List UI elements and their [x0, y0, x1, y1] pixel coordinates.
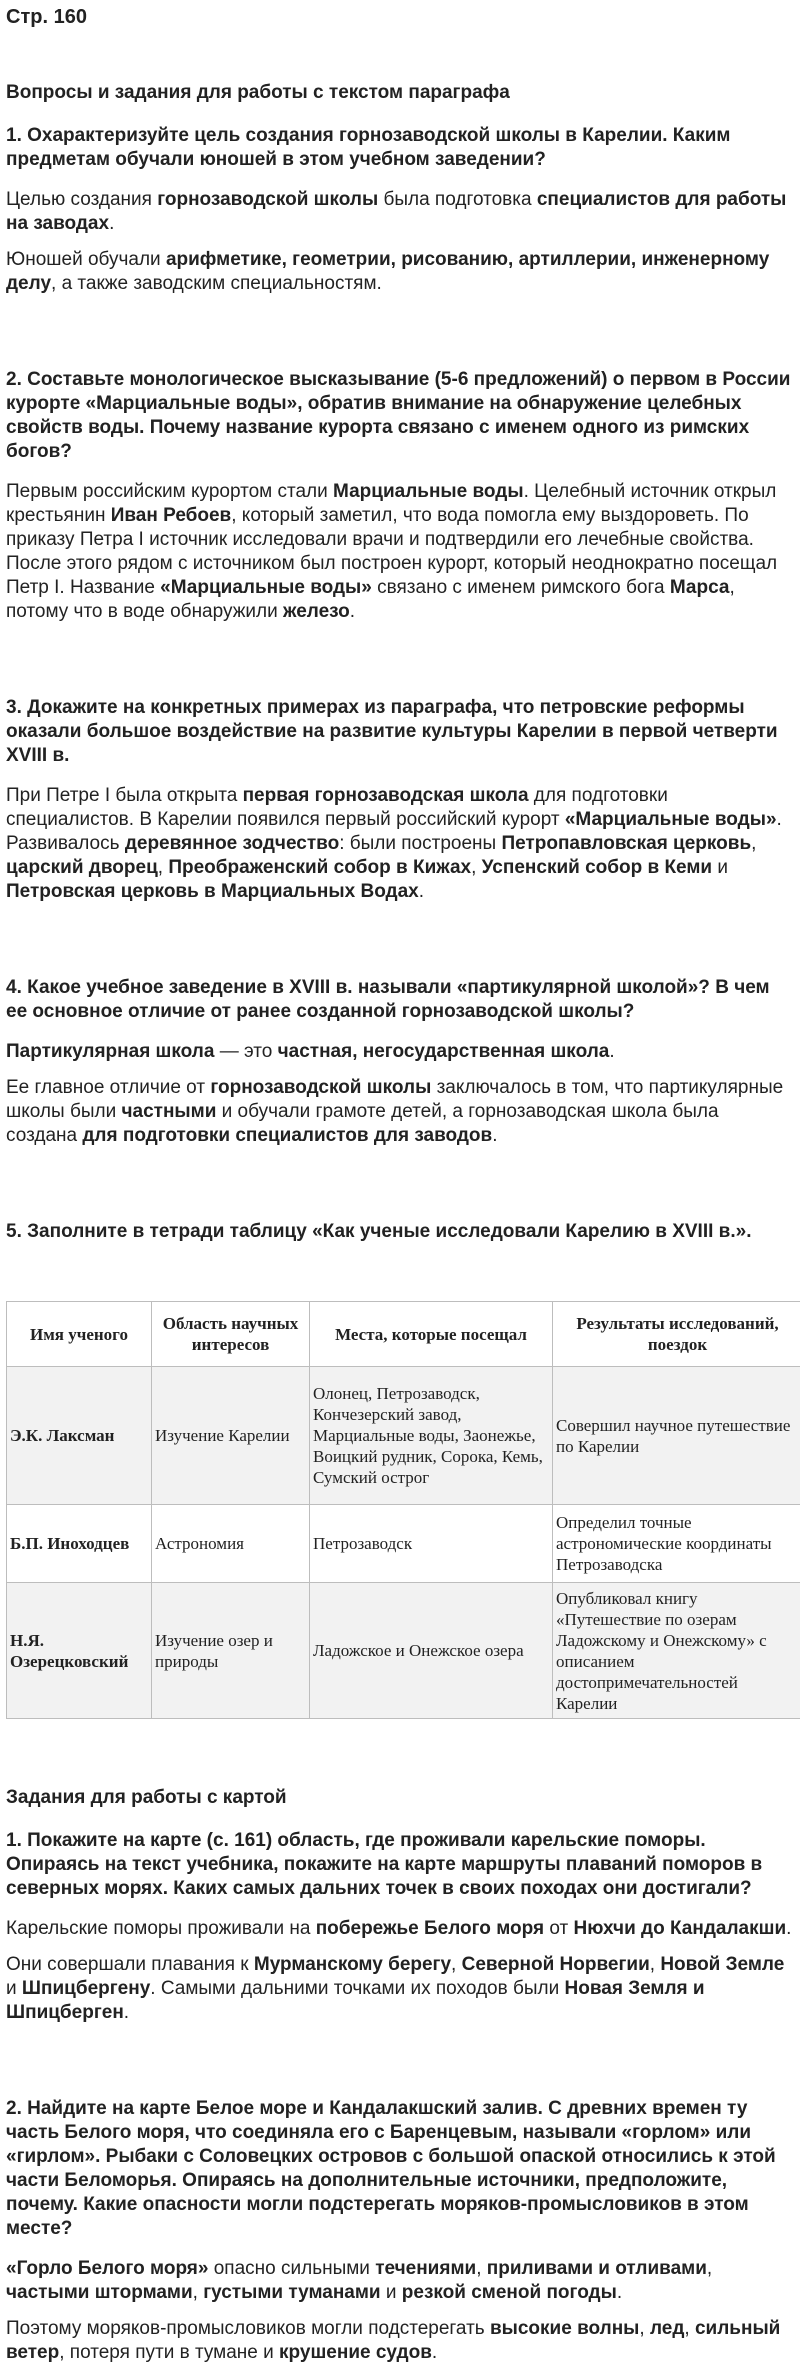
- table-cell-results: Совершил научное путешествие по Карелии: [553, 1367, 800, 1505]
- answer-bold-text: Успенский собор в Кеми: [482, 857, 712, 878]
- answer-text: Они совершали плавания к: [6, 1954, 254, 1975]
- table-header-cell: Результаты исследований, поездок: [553, 1302, 800, 1367]
- answer-text: ,: [707, 2258, 712, 2279]
- answer-text: Юношей обучали: [6, 249, 166, 270]
- scientists-table: [6, 1301, 800, 1719]
- answer-bold-text: Мурманскому берегу: [254, 1954, 451, 1975]
- answer-bold-text: Северной Норвегии: [462, 1954, 650, 1975]
- answer-text: и: [6, 1978, 22, 1999]
- answer-text: ,: [684, 2318, 695, 2339]
- answer-text: заключалось в том, что партикулярные школы были: [6, 1077, 783, 1122]
- answer-bold-text: арифметике, геометрии, рисованию, артиллерии, инженерному делу: [6, 249, 769, 294]
- answer-text: Карельские поморы проживали на: [6, 1918, 316, 1939]
- answer-bold-text: «Горло Белого моря»: [6, 2258, 208, 2279]
- section-title-text-tasks: Вопросы и задания для работы с текстом параграфа: [6, 81, 794, 105]
- answer-paragraph: [6, 2317, 794, 2365]
- answer-bold-text: сильный ветер: [6, 2318, 780, 2363]
- table-cell-results: Опубликовал книгу «Путешествие по озерам Ладожскому и Онежскому» с описанием достопримечательностей Карелии: [553, 1583, 800, 1719]
- answer-text: ,: [639, 2318, 650, 2339]
- answer-text: , который заметил, что вода помогла ему выздороветь. По приказу Петра I источник исследовали врачи и подтвердили его лечебные свойства. После этого рядом с источником был построен курорт, который неоднократно посещал Петр I. Название: [6, 505, 777, 598]
- answer-text: .: [432, 2342, 437, 2363]
- answer-bold-text: специалистов для работы на заводах: [6, 189, 786, 234]
- table-row: [7, 1505, 800, 1583]
- answer-text: Целью создания: [6, 189, 157, 210]
- answer-text: : были построены: [339, 833, 501, 854]
- table-header-cell: Область научных интересов: [152, 1302, 310, 1367]
- answer-text: Первым российским курортом стали: [6, 481, 333, 502]
- answer-text: .: [419, 881, 424, 902]
- answer-bold-text: Марса: [670, 577, 730, 598]
- answer-bold-text: царский дворец: [6, 857, 158, 878]
- answer-text: для подготовки специалистов. В Карелии появился первый российский курорт: [6, 785, 668, 830]
- answer-text: и обучали грамоте детей, а горнозаводская школа была создана: [6, 1101, 719, 1146]
- page-number: Стр. 160: [6, 4, 794, 30]
- table-header-cell: Места, которые посещал: [310, 1302, 553, 1367]
- answer-text: связано с именем римского бога: [372, 577, 670, 598]
- answer-text: . Целебный источник открыл крестьянин: [6, 481, 776, 526]
- answer-paragraph: [6, 2257, 794, 2305]
- table-cell-places: Ладожское и Онежское озера: [310, 1583, 553, 1719]
- answer-bold-text: первая горнозаводская школа: [243, 785, 529, 806]
- answer-bold-text: резкой сменой погоды: [402, 2282, 617, 2303]
- answer-paragraph: [6, 248, 794, 296]
- answer-bold-text: течениями: [375, 2258, 476, 2279]
- answer-text: ,: [451, 1954, 462, 1975]
- answer-text: , потому что в воде обнаружили: [6, 577, 735, 622]
- table-cell-results: Определил точные астрономические координаты Петрозаводска: [553, 1505, 800, 1583]
- answer-text: была подготовка: [378, 189, 537, 210]
- answer-paragraph: [6, 188, 794, 236]
- answer-paragraph: [6, 1076, 794, 1148]
- answer-text: .: [492, 1125, 497, 1146]
- answer-bold-text: Новой Земле: [660, 1954, 784, 1975]
- table-cell-places: Петрозаводск: [310, 1505, 553, 1583]
- answer-bold-text: железо: [283, 601, 350, 622]
- answer-bold-text: лед: [650, 2318, 684, 2339]
- answer-bold-text: побережье Белого моря: [316, 1918, 544, 1939]
- table-row: [7, 1367, 800, 1505]
- answer-paragraph: [6, 1953, 794, 2025]
- answer-paragraph: [6, 1040, 794, 1064]
- answer-text: ,: [471, 857, 482, 878]
- table-row: [7, 1583, 800, 1719]
- answer-bold-text: высокие волны: [490, 2318, 639, 2339]
- table-header-cell: Имя ученого: [7, 1302, 152, 1367]
- question-text: 5. Заполните в тетради таблицу «Как ученые исследовали Карелию в XVIII в.».: [6, 1220, 794, 1244]
- question-text: 3. Докажите на конкретных примерах из параграфа, что петровские реформы оказали большое воздействие на развитие культуры Карелии в первой четверти XVIII в.: [6, 696, 794, 768]
- table-cell-field: Астрономия: [152, 1505, 310, 1583]
- answer-text: . Самыми дальними точками их походов были: [150, 1978, 564, 1999]
- answer-text: .: [124, 2002, 129, 2023]
- question-text: 2. Составьте монологическое высказывание (5-6 предложений) о первом в России курорте «Марциальные воды», обратив внимание на обнаружение целебных свойств воды. Почему название курорта связано с именем одного из римских богов?: [6, 368, 794, 464]
- table-cell-scientist: Н.Я. Озерецковский: [7, 1583, 152, 1719]
- answer-bold-text: горнозаводской школы: [157, 189, 378, 210]
- answer-bold-text: Новая Земля и Шпицберген: [6, 1978, 705, 2023]
- answer-text: ,: [650, 1954, 661, 1975]
- answer-text: и: [381, 2282, 402, 2303]
- answer-bold-text: горнозаводской школы: [210, 1077, 431, 1098]
- answer-text: ,: [193, 2282, 204, 2303]
- answer-text: . Развивалось: [6, 809, 782, 854]
- table-cell-scientist: Э.К. Лаксман: [7, 1367, 152, 1505]
- answer-bold-text: Партикулярная школа: [6, 1041, 214, 1062]
- answer-text: и: [712, 857, 728, 878]
- question-text: 1. Покажите на карте (с. 161) область, где проживали карельские поморы. Опираясь на текст учебника, покажите на карте маршруты плаваний поморов в северных морях. Каких самых дальних точек в своих походах они достигали?: [6, 1829, 794, 1901]
- answer-paragraph: [6, 480, 794, 624]
- answer-bold-text: Петровская церковь в Марциальных Водах: [6, 881, 419, 902]
- table-cell-field: Изучение Карелии: [152, 1367, 310, 1505]
- answer-text: .: [109, 213, 114, 234]
- answer-bold-text: Иван Ребоев: [111, 505, 232, 526]
- answer-text: , потеря пути в тумане и: [59, 2342, 279, 2363]
- answer-text: ,: [751, 833, 756, 854]
- answer-text: Ее главное отличие от: [6, 1077, 210, 1098]
- question-text: 2. Найдите на карте Белое море и Кандалакшский залив. С древних времен ту часть Белого моря, что соединяла его с Баренцевым, называли «горлом» или «гирлом». Рыбаки с Соловецких островов с большой опаской относились к этой части Беломорья. Опираясь на дополнительные источники, предположите, почему. Какие опасности могли подстерегать моряков-промысловиков в этом месте?: [6, 2097, 794, 2241]
- answer-bold-text: Марциальные воды: [333, 481, 524, 502]
- answer-bold-text: Преображенский собор в Кижах: [168, 857, 471, 878]
- answer-bold-text: частыми штормами: [6, 2282, 193, 2303]
- answer-bold-text: приливами и отливами: [487, 2258, 707, 2279]
- answer-text: .: [609, 1041, 614, 1062]
- section-map-tasks: [6, 1829, 794, 2365]
- answer-paragraph: [6, 784, 794, 904]
- answer-text: опасно сильными: [208, 2258, 375, 2279]
- table-header-row: [7, 1302, 800, 1367]
- answer-bold-text: Нюхчи до Кандалакши: [573, 1918, 786, 1939]
- section-title-map-tasks: Задания для работы с картой: [6, 1786, 794, 1810]
- answer-text: , а также заводским специальностям.: [51, 273, 382, 294]
- answer-bold-text: деревянное зодчество: [125, 833, 339, 854]
- answer-text: — это: [214, 1041, 277, 1062]
- answer-text: ,: [158, 857, 169, 878]
- answer-text: ,: [476, 2258, 487, 2279]
- answer-text: При Петре I была открыта: [6, 785, 243, 806]
- question-text: 1. Охарактеризуйте цель создания горнозаводской школы в Карелии. Каким предметам обучали юношей в этом учебном заведении?: [6, 124, 794, 172]
- answer-bold-text: частная, негосударственная школа: [278, 1041, 610, 1062]
- answer-paragraph: [6, 1917, 794, 1941]
- answer-bold-text: для подготовки специалистов для заводов: [82, 1125, 492, 1146]
- answer-text: .: [617, 2282, 622, 2303]
- answer-text: .: [786, 1918, 791, 1939]
- table-cell-places: Олонец, Петрозаводск, Кончезерский завод, Марциальные воды, Заонежье, Воицкий рудник, Сорока, Кемь, Сумский острог: [310, 1367, 553, 1505]
- section-text-tasks: [6, 124, 794, 1244]
- answer-text: от: [544, 1918, 573, 1939]
- answer-text: Поэтому моряков-промысловиков могли подстерегать: [6, 2318, 490, 2339]
- answer-bold-text: Петропавловская церковь: [501, 833, 751, 854]
- answer-text: .: [350, 601, 355, 622]
- table-cell-scientist: Б.П. Иноходцев: [7, 1505, 152, 1583]
- answer-bold-text: «Марциальные воды»: [160, 577, 372, 598]
- answer-bold-text: «Марциальные воды»: [565, 809, 777, 830]
- answer-bold-text: крушение судов: [279, 2342, 432, 2363]
- answer-bold-text: густыми туманами: [203, 2282, 380, 2303]
- answer-bold-text: частными: [121, 1101, 216, 1122]
- document-page: [0, 4, 800, 2365]
- answer-bold-text: Шпицбергену: [22, 1978, 150, 1999]
- question-text: 4. Какое учебное заведение в XVIII в. называли «партикулярной школой»? В чем ее основное отличие от ранее созданной горнозаводской школы?: [6, 976, 794, 1024]
- table-cell-field: Изучение озер и природы: [152, 1583, 310, 1719]
